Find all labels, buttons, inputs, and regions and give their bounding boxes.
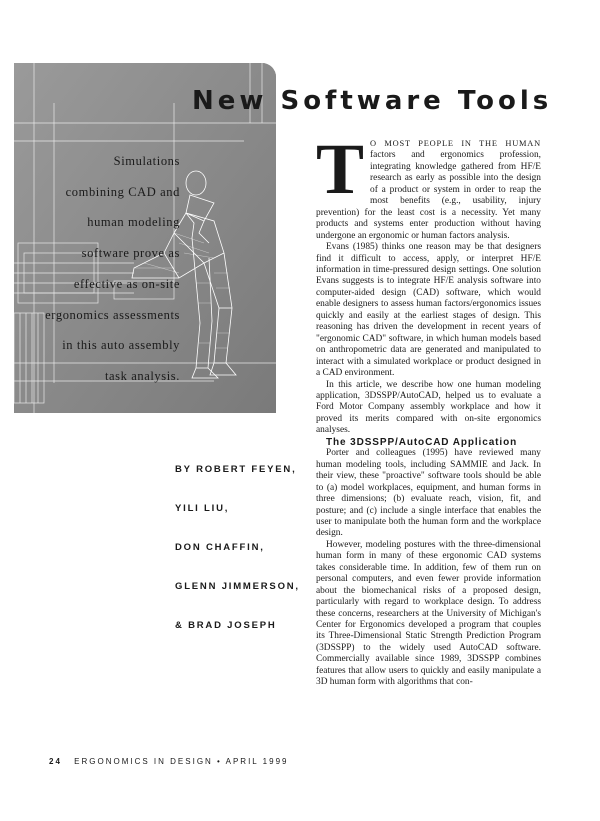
- author-name: GLENN JIMMERSON,: [175, 581, 300, 592]
- caption-line: software prove as: [81, 246, 180, 261]
- figure-caption: [40, 146, 180, 392]
- drop-cap: T: [316, 129, 365, 209]
- caption-line: ergonomics assessments: [45, 307, 180, 322]
- author-name: YILI LIU,: [175, 503, 230, 514]
- article-paragraph: In this article, we describe how one human modeling application, 3DSSPP/AutoCAD, helped us to evaluate a Ford Motor Company assembly workplace and how it proved its merits compared with on-site ergonomics analyses.: [316, 379, 541, 436]
- paragraph-text: factors and ergonomics profession, integrating knowledge gathered from HF/E research as early as possible into the design of a product or system in order to reap the most benefits (e.g., usability, injury prevention) for the least cost is a necessity. Yet many products and systems enter production without having undergone an ergonomic or human factors analysis.: [316, 150, 541, 241]
- author-name: DON CHAFFIN,: [175, 542, 265, 553]
- page-number: 24: [49, 757, 62, 766]
- author-list: [175, 464, 300, 659]
- caption-line: Simulations: [113, 154, 180, 168]
- caption-line: human modeling: [87, 215, 180, 230]
- article-paragraph: Evans (1985) thinks one reason may be that designers find it difficult to access, apply, or interpret HF/E information in time-pressured design settings. One solution Evans suggests is to integrate HF/E analysis software into computer-aided design (CAD) software, which would enable designers to assess human factors/ergonomics issues quickly and easily at the earliest stages of design. This reasoning has driven the development in recent years of "ergonomic CAD" software, in which human models based on anthropometric data are generated and manipulated to interact with a simulated workplace or product designed in a CAD environment.: [316, 242, 541, 379]
- caption-line: effective as on-site: [73, 276, 180, 291]
- lead-in: O MOST PEOPLE IN THE HUMAN: [370, 139, 541, 148]
- author-name: BY ROBERT FEYEN,: [175, 464, 297, 475]
- page-footer: [49, 757, 288, 766]
- article-paragraph: Porter and colleagues (1995) have reviewed many human modeling tools, including SAMMIE and Jack. In their view, these "proactive" software tools should be able to (a) model workplaces, equipment, and human forms in three dimensions; (b) evaluate reach, vision, fit, and posture; and (c) include a single interface that enables the user to manipulate both the human form and the workplace design.: [316, 448, 541, 539]
- author-name: & BRAD JOSEPH: [175, 620, 277, 631]
- page-title: New Software Tools: [192, 86, 553, 116]
- article-body: [316, 129, 541, 689]
- caption-line: in this auto assembly: [62, 338, 180, 353]
- section-heading: The 3DSSPP/AutoCAD Application: [326, 436, 518, 448]
- article-paragraph: [316, 129, 541, 242]
- article-paragraph: However, modeling postures with the three-dimensional human form in many of these ergonomic CAD systems takes considerable time. In addition, few of them run on personal computers, and even fewer provide information about the biomechanical risks of a proposed design, particularly with regard to workplace design. To address these concerns, researchers at the University of Michigan's Center for Ergonomics developed a program that couples its Three-Dimensional Static Strength Prediction Program (3DSSPP) to the widely used AutoCAD software. Commercially available since 1989, 3DSSPP combines features that allow users to quickly and easily manipulate a 3D human form with algorithms that con-: [316, 539, 541, 688]
- publication-line: ERGONOMICS IN DESIGN • APRIL 1999: [74, 757, 289, 766]
- caption-line: task analysis.: [104, 368, 180, 383]
- caption-line: combining CAD and: [65, 184, 180, 199]
